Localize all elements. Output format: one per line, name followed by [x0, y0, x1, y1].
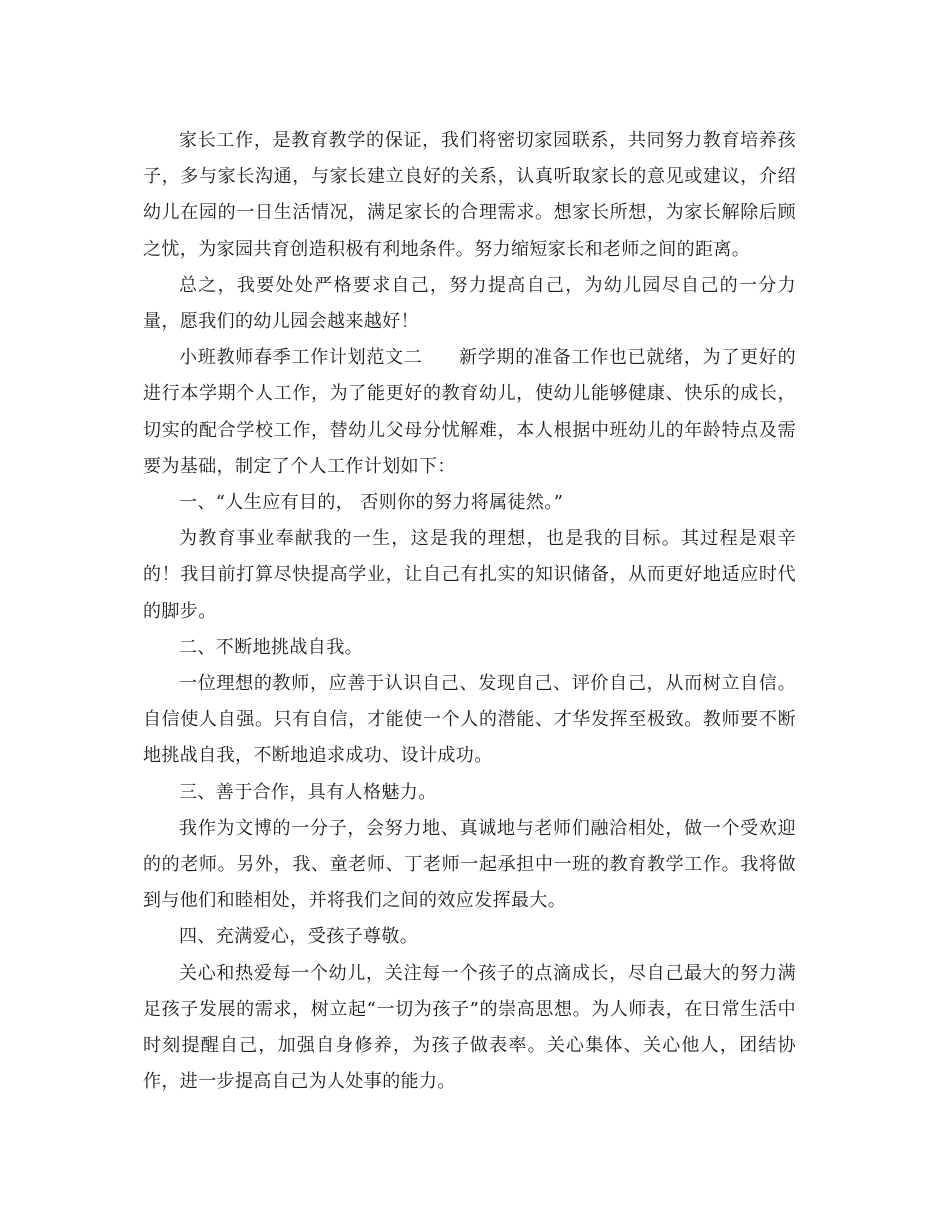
paragraph-section-1: 为教育事业奉献我的一生，这是我的理想，也是我的目标。其过程是艰辛的！我目前打算尽快提高学业，让自己有扎实的知识储备，从而更好地适应时代的脚步。: [143, 528, 796, 622]
section-heading-2: 二、不断地挑战自我。: [179, 636, 363, 658]
plan-intro-text: 新学期的准备工作也已就绪，为了更好的进行本学期个人工作，为了能更好的教育幼儿，使幼儿能够健康、快乐的成长，切实的配合学校工作，替幼儿父母分忧解难，本人根据中班幼儿的年龄特点及需要为基础，制定了个人工作计划如下：: [143, 347, 797, 477]
section-heading-1: 一、“人生应有目的， 否则你的努力将属徒然。”: [179, 492, 564, 514]
section-heading-4: 四、充满爱心，受孩子尊敬。: [179, 926, 419, 948]
paragraph-section-2: 一位理想的教师，应善于认识自己、发现自己、评价自己，从而树立自信。自信使人自强。只有自信，才能使一个人的潜能、才华发挥至极致。教师要不断地挑战自我，不断地追求成功、设计成功。: [143, 673, 796, 767]
section-heading-3: 三、善于合作，具有人格魅力。: [179, 781, 437, 803]
paragraph-section-3: 我作为文博的一分子，会努力地、真诚地与老师们融洽相处，做一个受欢迎的的老师。另外，我、童老师、丁老师一起承担中一班的教育教学工作。我将做到与他们和睦相处，并将我们之间的效应发挥最大。: [143, 817, 796, 912]
paragraph-parent-work: 家长工作，是教育教学的保证，我们将密切家园联系，共同努力教育培养孩子，多与家长沟通，与家长建立良好的关系，认真听取家长的意见或建议，介绍幼儿在园的一日生活情况，满足家长的合理需求。想家长所想，为家长解除后顾之忧，为家园共育创造积极有利地条件。努力缩短家长和老师之间的距离。: [143, 130, 796, 260]
paragraph-conclusion: 总之，我要处处严格要求自己，努力提高自己，为幼儿园尽自己的一分力量，愿我们的幼儿园会越来越好！: [143, 274, 796, 333]
paragraph-section-4: 关心和热爱每一个幼儿，关注每一个孩子的点滴成长，尽自己最大的努力满足孩子发展的需求，树立起“一切为孩子”的崇高思想。为人师表，在日常生活中时刻提醒自己，加强自身修养，为孩子做表率。关心集体、关心他人，团结协作，进一步提高自己为人处事的能力。: [143, 962, 796, 1093]
paragraph-plan-intro: [143, 340, 796, 485]
plan-title: 小班教师春季工作计划范文二: [179, 347, 423, 369]
